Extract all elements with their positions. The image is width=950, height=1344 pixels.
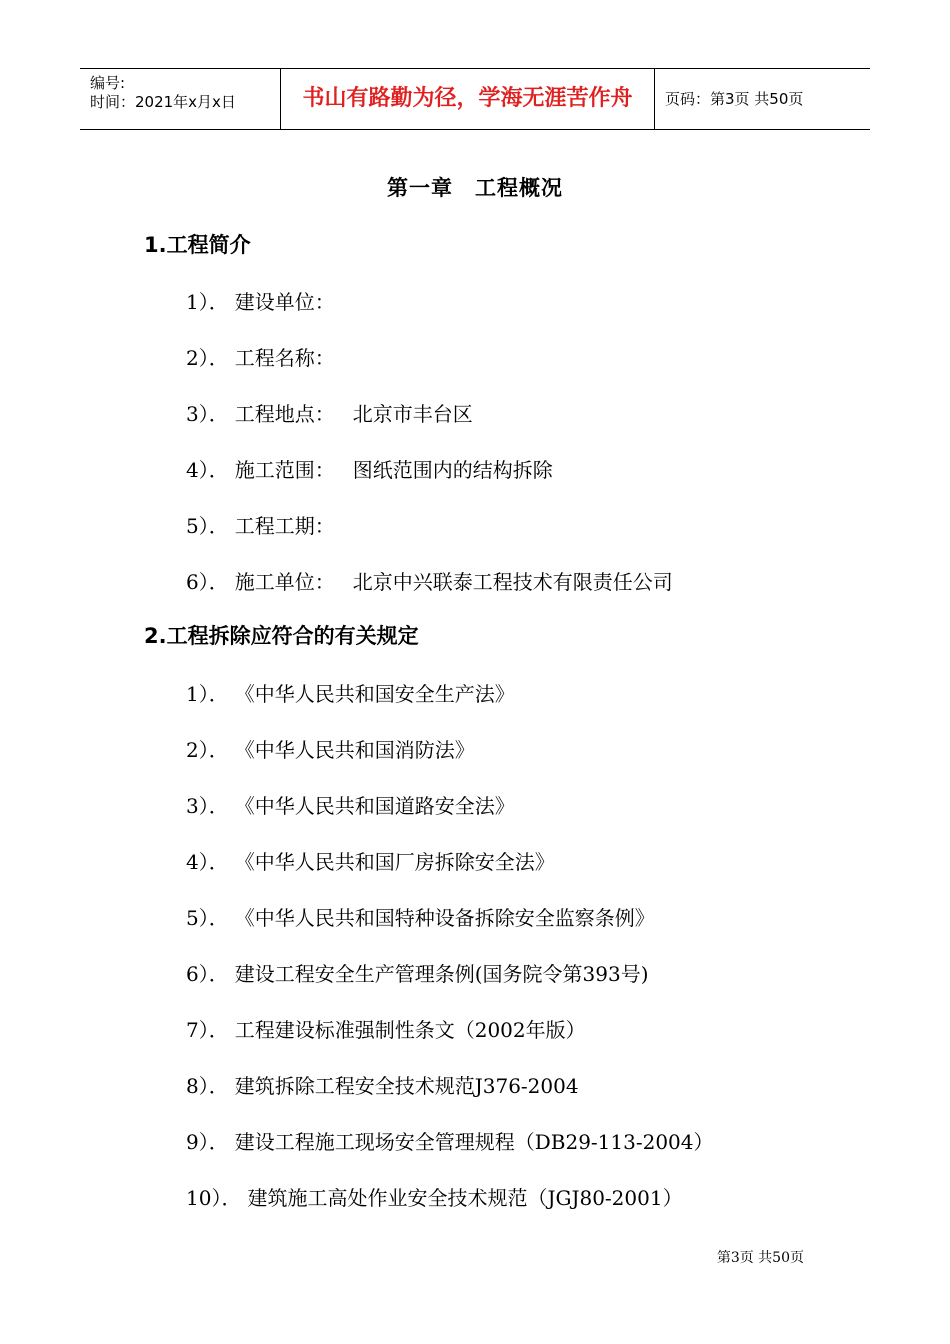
item-number: 5）． xyxy=(186,906,229,930)
list-item xyxy=(186,734,475,763)
page-header xyxy=(80,68,870,130)
list-item xyxy=(186,342,353,371)
item-number: 9）． xyxy=(186,1130,229,1154)
item-number: 4）． xyxy=(186,850,229,874)
item-key: 工程建设标准强制性条文（2002年版） xyxy=(234,1018,586,1042)
item-key: 《中华人民共和国安全生产法》 xyxy=(234,682,515,706)
item-number: 2）． xyxy=(186,738,229,762)
item-number: 3）． xyxy=(186,794,229,818)
list-item xyxy=(186,1126,714,1155)
list-item xyxy=(186,1182,683,1211)
header-motto: 书山有路勤为径，学海无涯苦作舟 xyxy=(281,69,655,129)
item-key: 《中华人民共和国特种设备拆除安全监察条例》 xyxy=(234,906,655,930)
item-key: 《中华人民共和国道路安全法》 xyxy=(234,794,515,818)
item-key: 建设单位： xyxy=(234,290,335,314)
item-number: 10）． xyxy=(186,1186,242,1210)
item-key: 工程名称： xyxy=(234,346,335,370)
list-item xyxy=(186,678,515,707)
item-number: 5）． xyxy=(186,514,229,538)
list-item xyxy=(186,902,655,931)
item-number: 1）． xyxy=(186,290,229,314)
item-key: 建筑施工高处作业安全技术规范（JGJ80-2001） xyxy=(247,1186,683,1210)
item-value: 北京中兴联泰工程技术有限责任公司 xyxy=(352,570,673,594)
list-item xyxy=(186,398,473,427)
item-key: 施工单位： xyxy=(234,570,335,594)
list-item xyxy=(186,846,555,875)
item-key: 《中华人民共和国消防法》 xyxy=(234,738,475,762)
item-number: 2）． xyxy=(186,346,229,370)
list-item xyxy=(186,1070,579,1099)
item-key: 工程地点： xyxy=(234,402,335,426)
header-page-info xyxy=(655,69,870,129)
item-number: 8）． xyxy=(186,1074,229,1098)
item-number: 1）． xyxy=(186,682,229,706)
list-item xyxy=(186,510,353,539)
time-label: 时间：2021年x月x日 xyxy=(90,93,236,111)
list-item xyxy=(186,566,673,595)
item-number: 7）． xyxy=(186,1018,229,1042)
list-item xyxy=(186,790,515,819)
header-page-label: 页码：第3页 共50页 xyxy=(665,90,804,108)
section-title-1: 1.工程简介 xyxy=(144,233,251,257)
list-item xyxy=(186,454,553,483)
list-item xyxy=(186,958,649,987)
item-number: 4）． xyxy=(186,458,229,482)
item-key: 《中华人民共和国厂房拆除安全法》 xyxy=(234,850,555,874)
item-value: 北京市丰台区 xyxy=(352,402,473,426)
item-key: 建设工程安全生产管理条例(国务院令第393号) xyxy=(234,962,649,986)
list-item xyxy=(186,1014,586,1043)
item-number: 6）． xyxy=(186,962,229,986)
code-label: 编号: xyxy=(90,74,126,92)
item-number: 3）． xyxy=(186,402,229,426)
section-title-2: 2.工程拆除应符合的有关规定 xyxy=(144,624,419,648)
chapter-title: 第一章 工程概况 xyxy=(387,176,563,200)
item-key: 建筑拆除工程安全技术规范J376-2004 xyxy=(234,1074,579,1098)
list-item xyxy=(186,286,353,315)
item-key: 工程工期： xyxy=(234,514,335,538)
header-meta xyxy=(80,69,281,129)
page-footer: 第3页 共50页 xyxy=(716,1250,804,1266)
item-number: 6）． xyxy=(186,570,229,594)
item-value: 图纸范围内的结构拆除 xyxy=(352,458,553,482)
item-key: 施工范围： xyxy=(234,458,335,482)
item-key: 建设工程施工现场安全管理规程（DB29-113-2004） xyxy=(234,1130,714,1154)
